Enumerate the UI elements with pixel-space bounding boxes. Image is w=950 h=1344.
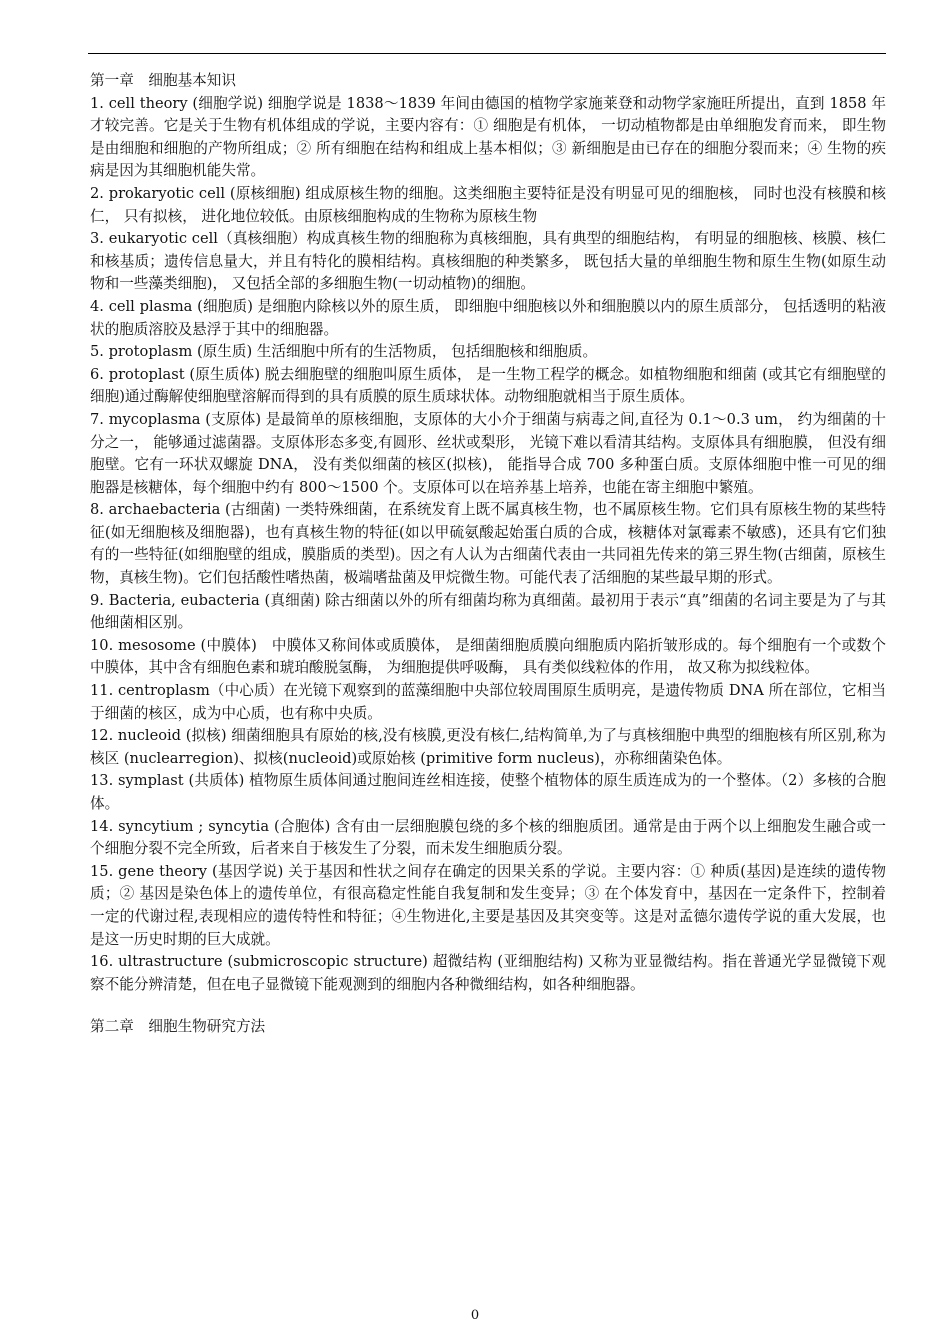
paragraph-gene-theory: 15. gene theory (基因学说) 关于基因和性状之间存在确定的因果关系的学说。主要内容：① 种质(基因)是连续的遗传物质；② 基因是染色体上的遗传单位，有很高稳定性能自我复制和发生变异；③ 在个体发育中，基因在一定条件下，控制着一定的代谢过程,表现相应的遗传特性和特征；④生物进化,主要是基因及其突变等。这是对孟德尔遗传学说的重大发展，也是这一历史时期的巨大成就。 (90, 862, 886, 948)
paragraph-nucleoid: 12. nucleoid (拟核) 细菌细胞具有原始的核,没有核膜,更没有核仁,结构简单,为了与真核细胞中典型的细胞核有所区别,称为核区 (nuclearregion)、拟核(nucleoid)或原始核 (primitive form nucleus)，亦称细菌染色体。 (90, 727, 886, 767)
paragraph-symplast: 13. symplast (共质体) 植物原生质体间通过胞间连丝相连接，使整个植物体的原生质连成为的一个整体。（2）多核的合胞体。 (90, 772, 886, 812)
document-body (90, 70, 886, 1039)
chapter-2-title: 第二章 细胞生物研究方法 (90, 1018, 266, 1036)
paragraph-syncytium: 14. syncytium ; syncytia (合胞体) 含有由一层细胞膜包绕的多个核的细胞质团。通常是由于两个以上细胞发生融合或一个细胞分裂不完全所致，后者来自于核发生了分裂，而未发生细胞质分裂。 (90, 817, 886, 858)
paragraph-eubacteria: 9. Bacteria, eubacteria (真细菌) 除古细菌以外的所有细菌均称为真细菌。最初用于表示“真”细菌的名词主要是为了与其他细菌相区别。 (90, 591, 886, 632)
page-number: 0 (470, 1308, 480, 1323)
paragraph-centroplasm: 11. centroplasm（中心质）在光镜下观察到的蓝藻细胞中央部位较周围原生质明亮，是遗传物质 DNA 所在部位，它相当于细菌的核区，成为中心质，也有称中央质。 (90, 682, 886, 722)
paragraph-cell-theory: 1. cell theory (细胞学说) 细胞学说是 1838～1839 年间由德国的植物学家施莱登和动物学家施旺所提出，直到 1858 年才较完善。它是关于生物有机体组成的学说，主要内容有：① 细胞是有机体， 一切动植物都是由单细胞发育而来， 即生物是由细胞和细胞的产物所组成；② 所有细胞在结构和组成上基本相似；③ 新细胞是由已存在的细胞分裂而来；④ 生物的疾病是因为其细胞机能失常。 (90, 94, 886, 180)
header-rule (88, 53, 886, 54)
paragraph-archaebacteria: 8. archaebacteria (古细菌) 一类特殊细菌，在系统发育上既不属真核生物，也不属原核生物。它们具有原核生物的某些特征(如无细胞核及细胞器)，也有真核生物的特征(如以甲硫氨酸起始蛋白质的合成，核糖体对氯霉素不敏感)，还具有它们独有的一些特征(如细胞壁的组成，膜脂质的类型)。因之有人认为古细菌代表由一共同祖先传来的第三界生物(古细菌，原核生物，真核生物)。它们包括酸性嗜热菌，极端嗜盐菌及甲烷微生物。可能代表了活细胞的某些最早期的形式。 (90, 501, 886, 587)
paragraph-ultrastructure: 16. ultrastructure (submicroscopic structure) 超微结构 (亚细胞结构) 又称为亚显微结构。指在普通光学显微镜下观察不能分辨清楚，但在电子显微镜下能观测到的细胞内各种微细结构，如各种细胞器。 (90, 953, 886, 993)
paragraph-mycoplasma: 7. mycoplasma (支原体) 是最简单的原核细胞，支原体的大小介于细菌与病毒之间,直径为 0.1～0.3 um， 约为细菌的十分之一， 能够通过滤菌器。支原体形态多变,有圆形、丝状或梨形， 光镜下难以看清其结构。支原体具有细胞膜， 但没有细胞壁。它有一环状双螺旋 DNA， 没有类似细菌的核区(拟核)， 能指导合成 700 多种蛋白质。支原体细胞中惟一可见的细胞器是核糖体，每个细胞中约有 800～1500 个。支原体可以在培养基上培养，也能在寄主细胞中繁殖。 (90, 410, 886, 496)
paragraph-protoplast: 6. protoplast (原生质体) 脱去细胞壁的细胞叫原生质体， 是一生物工程学的概念。如植物细胞和细菌 (或其它有细胞壁的细胞)通过酶解使细胞壁溶解而得到的具有质膜的原生质球状体。动物细胞就相当于原生质体。 (90, 365, 886, 406)
paragraph-cell-plasma: 4. cell plasma (细胞质) 是细胞内除核以外的原生质， 即细胞中细胞核以外和细胞膜以内的原生质部分， 包括透明的粘液状的胞质溶胶及悬浮于其中的细胞器。 (90, 297, 886, 338)
chapter-1-title: 第一章 细胞基本知识 (90, 72, 236, 89)
paragraph-protoplasm: 5. protoplasm (原生质) 生活细胞中所有的生活物质， 包括细胞核和细胞质。 (90, 343, 598, 361)
paragraph-mesosome: 10. mesosome (中膜体) 中膜体又称间体或质膜体， 是细菌细胞质膜向细胞质内陷折皱形成的。每个细胞有一个或数个中膜体，其中含有细胞色素和琥珀酸脱氢酶， 为细胞提供呼吸酶， 具有类似线粒体的作用， 故又称为拟线粒体。 (90, 636, 886, 677)
paragraph-eukaryotic-cell: 3. eukaryotic cell（真核细胞）构成真核生物的细胞称为真核细胞，具有典型的细胞结构， 有明显的细胞核、核膜、核仁和核基质；遗传信息量大，并且有特化的膜相结构。真核细胞的种类繁多， 既包括大量的单细胞生物和原生生物(如原生动物和一些藻类细胞)， 又包括全部的多细胞生物(一切动植物)的细胞。 (90, 230, 886, 293)
paragraph-prokaryotic-cell: 2. prokaryotic cell (原核细胞) 组成原核生物的细胞。这类细胞主要特征是没有明显可见的细胞核， 同时也没有核膜和核仁， 只有拟核， 进化地位较低。由原核细胞构成的生物称为原核生物 (90, 184, 886, 225)
